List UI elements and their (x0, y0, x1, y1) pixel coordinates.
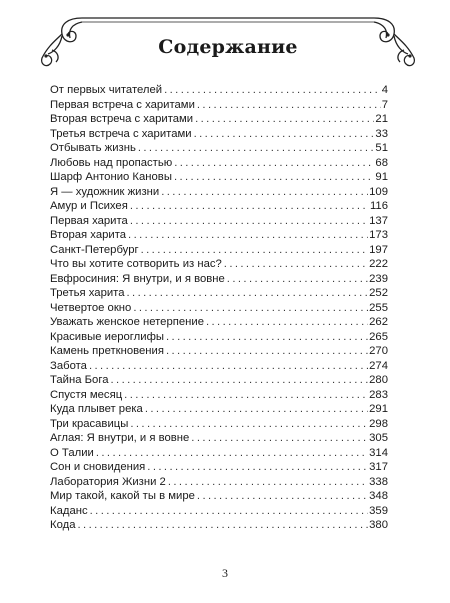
toc-entry-title: Любовь над пропастью (50, 156, 173, 169)
toc-entry (50, 185, 388, 200)
toc-entry-page: 265 (369, 330, 388, 343)
toc-entry (50, 518, 388, 533)
toc-entry-page: 51 (375, 142, 388, 154)
toc-entry (50, 170, 388, 185)
toc-entry-title: Вторая харита (50, 229, 127, 241)
toc-entry (50, 83, 388, 98)
toc-entry (50, 315, 388, 330)
dot-leader (161, 185, 368, 200)
toc-entry-page: 298 (369, 417, 388, 430)
toc-entry-page: 33 (375, 127, 388, 140)
toc-entry (50, 344, 388, 359)
toc-entry-page: 222 (369, 258, 388, 270)
page-title: Содержание (158, 36, 298, 58)
toc-entry-page: 68 (375, 156, 388, 169)
toc-entry-page: 116 (369, 200, 388, 212)
toc-entry-page: 21 (375, 113, 388, 125)
toc-entry-page: 280 (369, 374, 388, 386)
toc-entry-page: 262 (369, 316, 388, 328)
toc-entry-page: 239 (369, 272, 388, 285)
dot-leader (141, 243, 369, 258)
toc-entry-page: 91 (375, 171, 388, 183)
toc-entry-title: Шарф Антонио Кановы (50, 171, 172, 183)
toc-entry-page: 270 (369, 345, 388, 357)
toc-entry-title: О Талии (50, 446, 94, 459)
toc-entry (50, 475, 388, 490)
toc-entry (50, 388, 388, 403)
dot-leader (124, 388, 368, 403)
toc-entry-title: Евфросиния: Я внутри, и я вовне (50, 272, 225, 285)
toc-entry-title: Первая харита (50, 214, 128, 227)
toc-entry-page: 317 (369, 461, 388, 473)
toc-entry-page: 137 (369, 214, 388, 227)
dot-leader (174, 156, 374, 171)
page-number: 3 (222, 566, 228, 580)
toc-entry-page: 4 (381, 84, 388, 96)
toc-entry (50, 257, 388, 272)
dot-leader (128, 228, 368, 243)
toc-entry-title: Красивые иероглифы (50, 330, 164, 343)
toc-entry-page: 283 (369, 388, 388, 401)
dot-leader (168, 475, 368, 490)
toc-entry (50, 373, 388, 388)
dot-leader (224, 257, 368, 272)
toc-entry-title: Третья встреча с харитами (50, 127, 192, 140)
dot-leader (197, 489, 368, 504)
dot-leader (130, 214, 368, 229)
toc-entry-title: Тайна Бога (50, 374, 109, 386)
dot-leader (147, 460, 368, 475)
dot-leader (164, 83, 381, 98)
toc-entry (50, 301, 388, 316)
toc-entry-title: Три красавицы (50, 417, 129, 430)
toc-entry-title: Я — художник жизни (50, 185, 160, 198)
toc-entry-title: Что вы хотите сотворить из нас? (50, 258, 222, 270)
toc-entry (50, 98, 388, 113)
toc-entry-title: Санкт-Петербург (50, 243, 139, 256)
toc-entry-page: 305 (369, 432, 388, 444)
toc-entry-page: 348 (369, 490, 388, 502)
toc-entry-page: 338 (369, 475, 388, 488)
toc-entry-title: Камень преткновения (50, 345, 164, 357)
dot-leader (111, 373, 369, 388)
toc-entry-title: Кода (50, 519, 76, 531)
toc-entry-page: 274 (369, 359, 388, 372)
toc-entry (50, 330, 388, 345)
toc-entry (50, 272, 388, 287)
toc-entry-title: Первая встреча с харитами (50, 98, 195, 111)
toc-entry-title: Лаборатория Жизни 2 (50, 475, 166, 488)
dot-leader (96, 446, 368, 461)
toc-entry (50, 359, 388, 374)
toc-entry (50, 431, 388, 446)
toc-entry-page: 359 (369, 504, 388, 517)
dot-leader (227, 272, 368, 287)
toc-entry-title: Амур и Психея (50, 200, 128, 212)
dot-leader (195, 112, 374, 127)
toc-entry-title: От первых читателей (50, 84, 163, 96)
dot-leader (166, 330, 368, 345)
toc-entry (50, 243, 388, 258)
dot-leader (174, 170, 374, 185)
toc-entry (50, 112, 388, 127)
toc-entry (50, 156, 388, 171)
dot-leader (89, 359, 368, 374)
toc-entry-title: Сон и сновидения (50, 461, 146, 473)
toc-entry-page: 173 (369, 229, 388, 241)
toc-entry-page: 380 (369, 519, 388, 531)
toc-entry-title: Отбывать жизнь (50, 142, 136, 154)
toc-entry-page: 255 (369, 301, 388, 314)
toc-entry (50, 402, 388, 417)
toc-entry-page: 314 (369, 446, 388, 459)
toc-entry (50, 504, 388, 519)
toc-entry (50, 228, 388, 243)
dot-leader (90, 504, 369, 519)
toc-entry (50, 489, 388, 504)
dot-leader (133, 301, 368, 316)
dot-leader (127, 286, 369, 301)
dot-leader (194, 127, 375, 142)
dot-leader (197, 98, 381, 113)
toc-entry-title: Мир такой, какой ты в мире (50, 490, 195, 502)
dot-leader (130, 199, 369, 214)
toc-entry (50, 141, 388, 156)
dot-leader (191, 431, 368, 446)
toc-entry-title: Четвертое окно (50, 301, 132, 314)
dot-leader (130, 417, 368, 432)
dot-leader (206, 315, 368, 330)
toc-entry (50, 127, 388, 142)
chapter-header (38, 6, 418, 76)
toc-entry-title: Забота (50, 359, 87, 372)
toc-entry-title: Третья харита (50, 287, 125, 299)
dot-leader (145, 402, 368, 417)
toc-entry (50, 286, 388, 301)
toc-entry-page: 197 (369, 243, 388, 256)
toc-entry-page: 7 (381, 98, 388, 111)
toc-entry (50, 417, 388, 432)
toc-entry-page: 252 (369, 287, 388, 299)
toc-entry-page: 291 (369, 403, 388, 415)
toc-entry-title: Спустя месяц (50, 388, 123, 401)
toc-entry-title: Уважать женское нетерпение (50, 316, 204, 328)
toc-entry-page: 109 (369, 185, 388, 198)
toc-entry (50, 199, 388, 214)
toc-entry-title: Аглая: Я внутри, и я вовне (50, 432, 190, 444)
toc-entry-title: Куда плывет река (50, 403, 143, 415)
dot-leader (78, 518, 369, 533)
toc-entry (50, 460, 388, 475)
toc-entry-title: Вторая встреча с харитами (50, 113, 194, 125)
toc-entry-title: Каданс (50, 504, 88, 517)
dot-leader (166, 344, 368, 359)
table-of-contents (50, 83, 388, 533)
toc-entry (50, 446, 388, 461)
toc-entry (50, 214, 388, 229)
dot-leader (138, 141, 375, 156)
